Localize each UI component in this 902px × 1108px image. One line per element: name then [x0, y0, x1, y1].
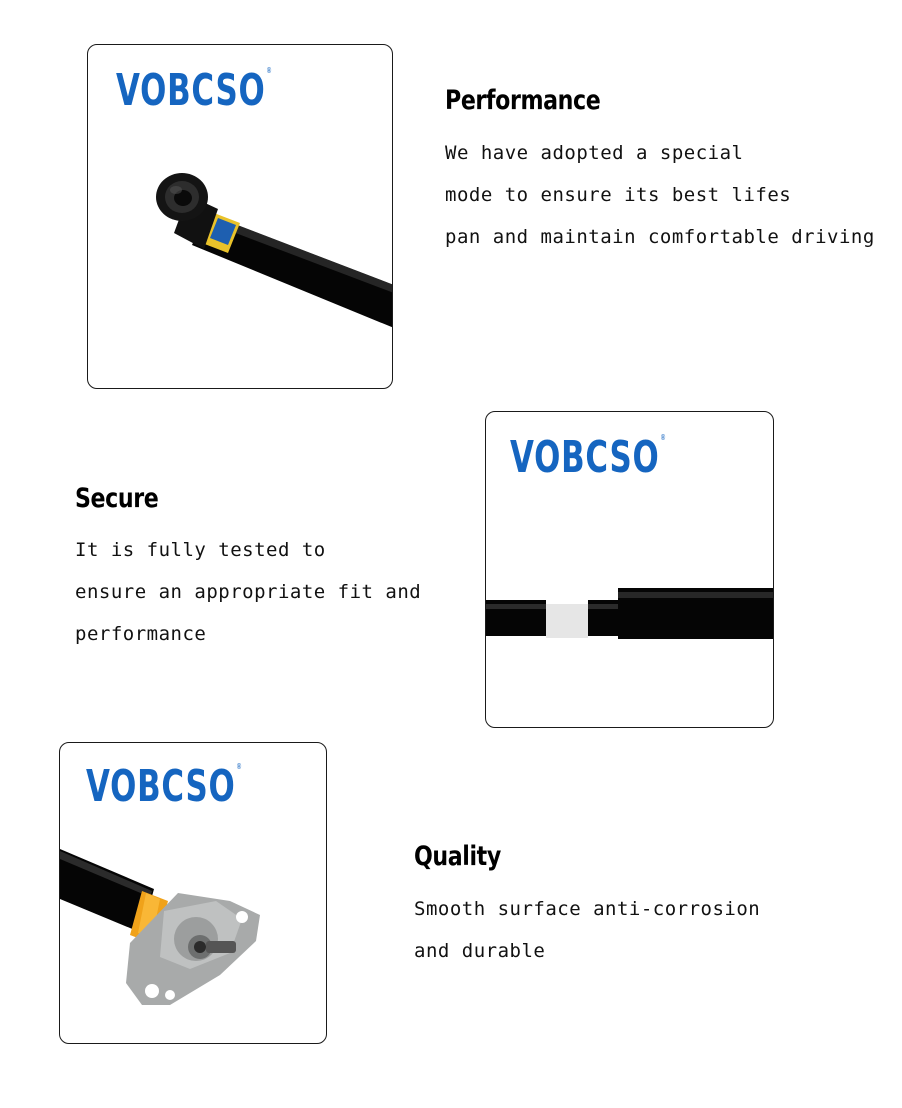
brand-logo: VOBCSO® [116, 65, 273, 116]
description-line: performance [75, 623, 207, 645]
section-description-secure [75, 537, 421, 663]
description-line: mode to ensure its best lifes [445, 184, 792, 206]
description-line: ensure an appropriate fit and [75, 581, 422, 603]
product-image-card-3 [59, 742, 327, 1044]
description-line: Smooth surface anti-corrosion [414, 898, 761, 920]
shock-absorber-rod-image [486, 412, 774, 728]
shock-absorber-top-eye-image [88, 45, 393, 389]
section-heading-secure: Secure [75, 483, 159, 514]
brand-logo: VOBCSO® [86, 761, 243, 812]
description-line: pan and maintain comfortable driving [445, 226, 875, 248]
description-line: and durable [414, 940, 546, 962]
section-description-performance [445, 140, 875, 266]
section-heading-performance: Performance [445, 85, 601, 116]
section-description-quality [414, 896, 760, 980]
product-image-card-2 [485, 411, 774, 728]
brand-logo: VOBCSO® [510, 432, 667, 483]
description-line: We have adopted a special [445, 142, 744, 164]
product-image-card-1 [87, 44, 393, 389]
shock-absorber-mount-image [60, 743, 327, 1044]
section-heading-quality: Quality [414, 841, 501, 872]
description-line: It is fully tested to [75, 539, 326, 561]
